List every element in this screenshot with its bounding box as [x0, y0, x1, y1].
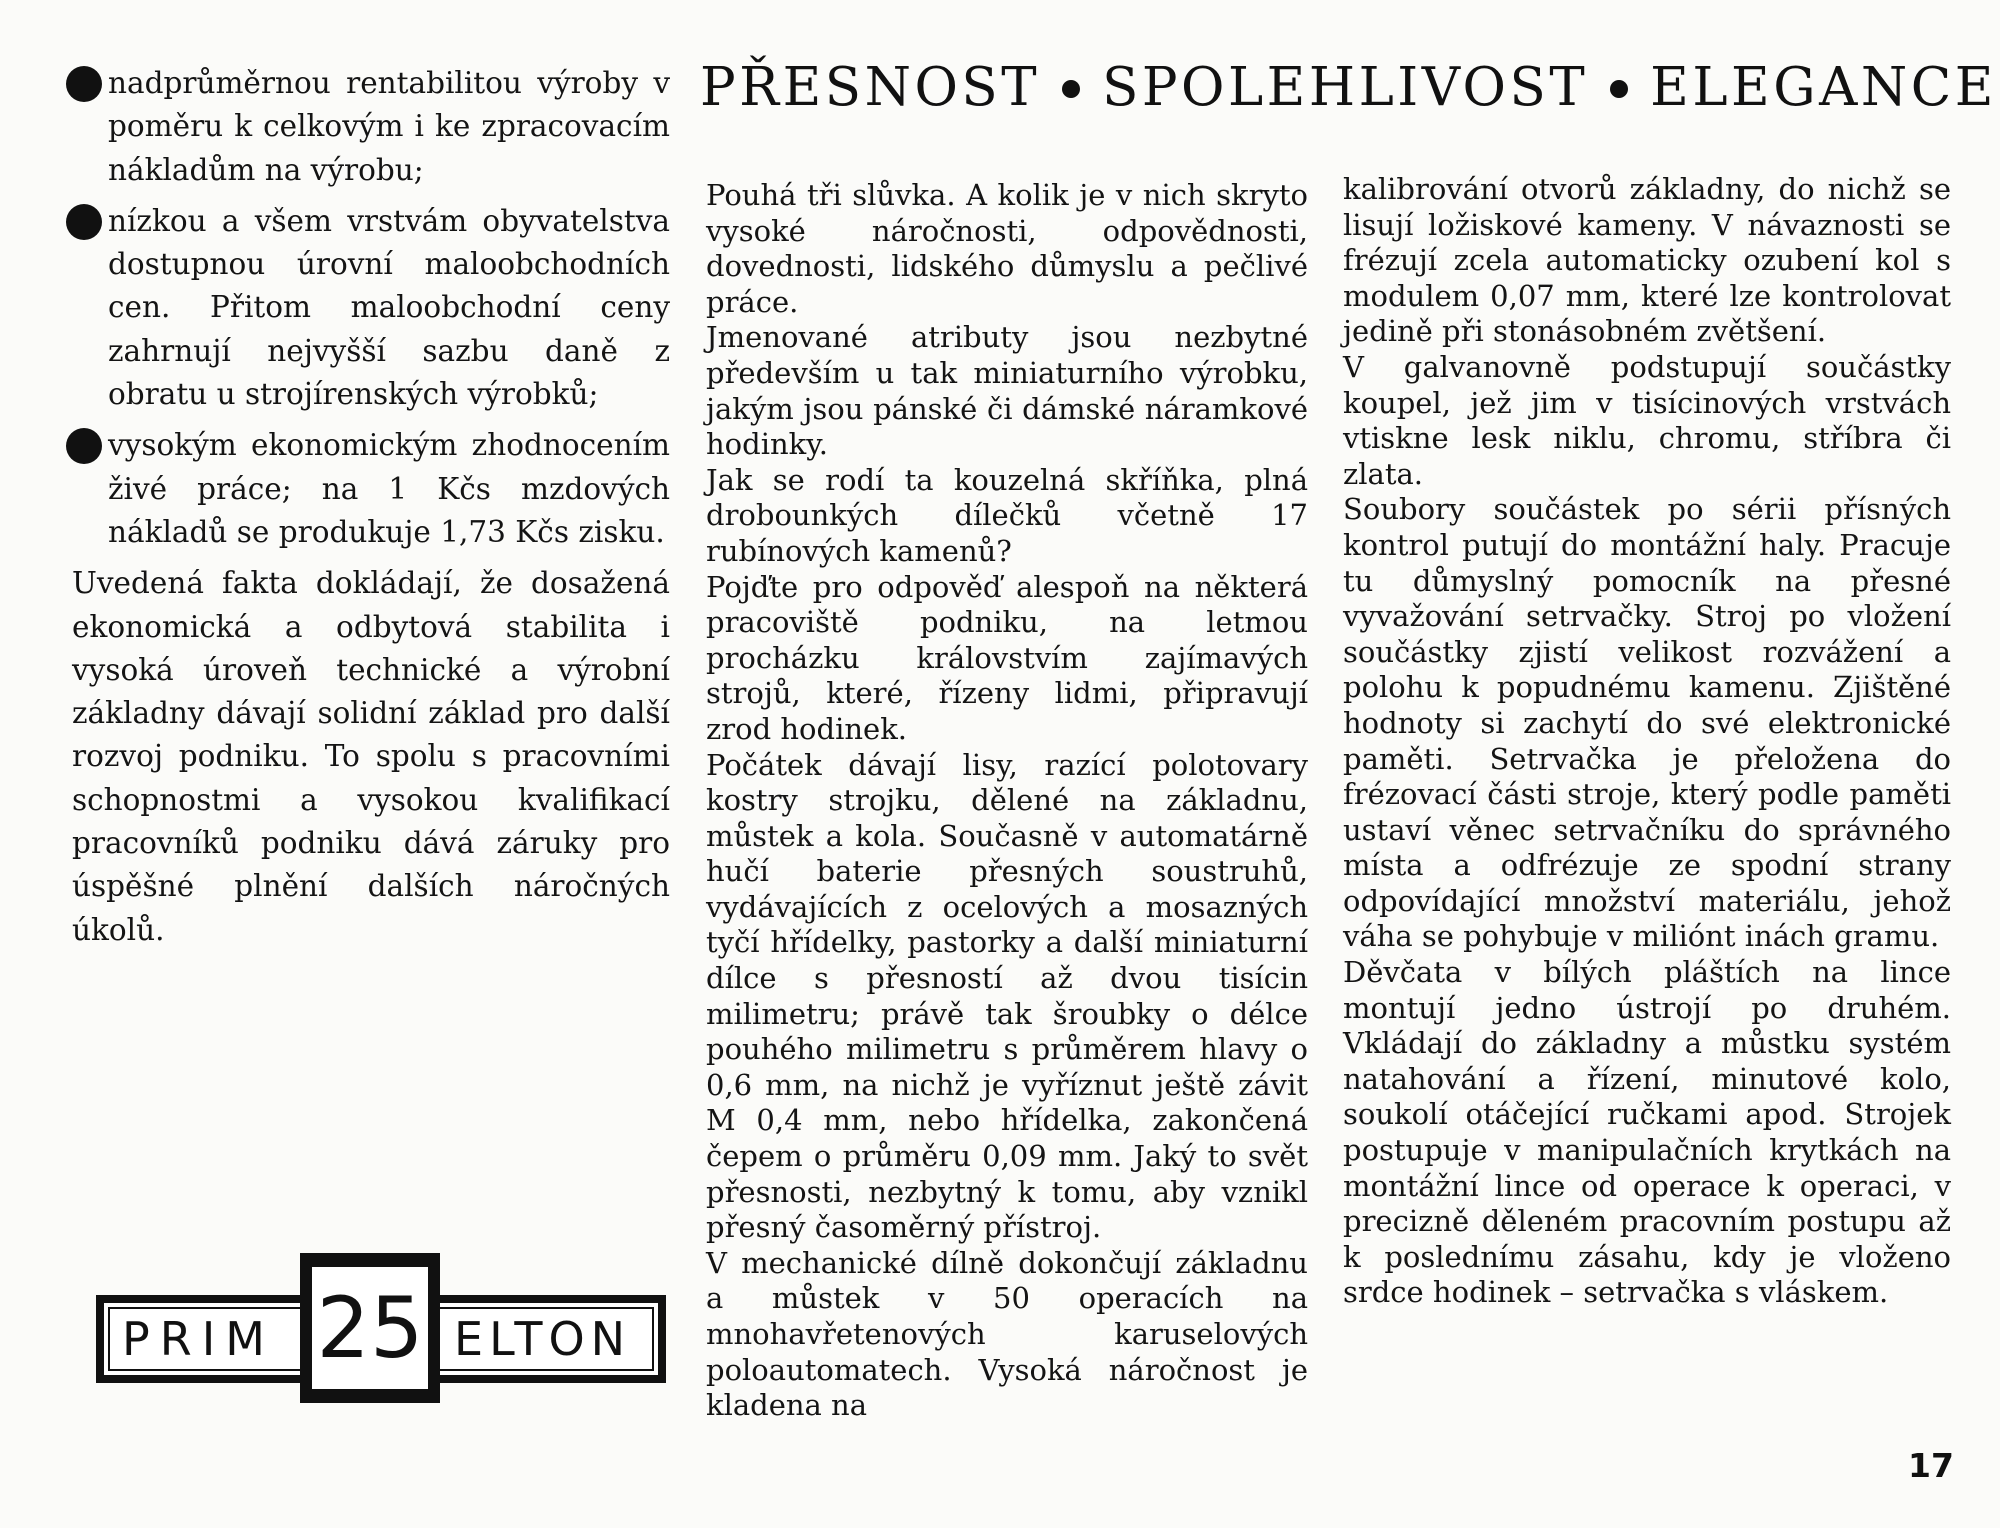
paragraph: kalibrování otvorů základny, do nichž se lisují ložiskové kameny. V návaznosti se frézují zcela automaticky ozubení kol s modulem 0,07 mm, které lze kontrolovat jedině při stonásobném zvětšení. [1343, 172, 1951, 349]
right-column [1343, 172, 1951, 1311]
paragraph: Jmenované atributy jsou nezbytné především u tak miniaturního výrobku, jakým jsou pánské či dámské náramkové hodinky. [706, 320, 1308, 462]
paragraph: Děvčata v bílých pláštích na lince montují jedno ústrojí po druhém. Vkládají do základny a můstku systém natahování a řízení, minutové kolo, soukolí otáčející ručkami apod. Strojek postupuje v manipulačních krytkách na montážní lince od operace k operaci, v precizně děleném pracovním postupu až k poslednímu zásahu, kdy je vloženo srdce hodinek – setrvačka s vláskem. [1343, 955, 1951, 1310]
left-paragraph: Uvedená fakta dokládají, že dosažená ekonomická a odbytová stabilita i vysoká úroveň technické a výrobní základny dávají solidní základ pro další rozvoj podniku. To spolu s pracovními schopnostmi a vysokou kvalifikací pracovníků podniku dává záruky pro úspěšné plnění dalších náročných úkolů. [72, 566, 670, 947]
logo-elton-text: ELTON [454, 1312, 632, 1366]
heading-word: PŘESNOST [700, 57, 1041, 118]
page-heading [700, 50, 1997, 126]
bullet-icon [66, 204, 102, 240]
paragraph: Jak se rodí ta kouzelná skříňka, plná drobounkých dílečků včetně 17 rubínových kamenů? [706, 462, 1308, 568]
bullet-icon [66, 66, 102, 102]
middle-column [706, 178, 1308, 1424]
paragraph: Počátek dávají lisy, razící polotovary kostry strojku, dělené na základnu, můstek a kola. Současně v automatárně hučí baterie přesných soustruhů, vydávajících z ocelových a mosazných tyčí hřídelky, pastorky a další miniaturní dílce s přesností až dvou tisícin milimetru; právě tak šroubky o délce pouhého milimetru s průměrem hlavy o 0,6 mm, na nichž je vyříznut ještě závit M 0,4 mm, nebo hřídelka, zakončená čepem o průměru 0,09 mm. Jaký to svět přesnosti, nezbytný k tomu, aby vznikl přesný časoměrný přístroj. [706, 747, 1308, 1245]
heading-dot-icon [1062, 80, 1080, 98]
paragraph: Pojďte pro odpověď alespoň na některá pracoviště podniku, na letmou procházku královstvím zajímavých strojů, které, řízeny lidmi, připravují zrod hodinek. [706, 569, 1308, 746]
prim-elton-logo [96, 1253, 666, 1403]
page-number: 17 [1908, 1446, 1954, 1485]
paragraph: V galvanovně podstupují součástky koupel, jež jim v tisícinových vrstvách vtiskne lesk niklu, chromu, stříbra či zlata. [1343, 349, 1951, 491]
bullet-text: nadprůměrnou rentabilitou výroby v poměru k celkovým i ke zpracovacím nákladům na výrobu; [108, 66, 670, 187]
paragraph: Pouhá tři slůvka. A kolik je v nich skryto vysoké náročnosti, odpovědnosti, dovednosti, lidského důmyslu a pečlivé práce. [706, 178, 1308, 319]
heading-word: ELEGANCE [1650, 57, 1997, 118]
heading-dot-icon [1610, 80, 1628, 98]
bullet-text: vysokým ekonomickým zhodnocením živé práce; na 1 Kčs mzdových nákladů se produkuje 1,73 Kčs zisku. [108, 428, 670, 549]
bullet-item [72, 62, 670, 192]
left-column [72, 62, 670, 952]
bullet-text: nízkou a všem vrstvám obyvatelstva dostupnou úrovní maloobchodních cen. Přitom maloobchodní ceny zahrnují nejvyšší sazbu daně z obratu u strojírenských výrobků; [108, 203, 670, 412]
paragraph: Soubory součástek po sérii přísných kontrol putují do montážní haly. Pracuje tu důmyslný pomocník na přesné vyvažování setrvačky. Stroj po vložení součástky zjistí velikost rozvážení a polohu k popudnému kamenu. Zjištěné hodnoty si zachytí do své elektronické paměti. Setrvačka je přeložena do frézovací části stroje, který podle paměti ustaví věnec setrvačníku do správného místa a odfrézuje ze spodní strany odpovídající množství materiálu, jehož váha se pohybuje v miliónt inách gramu. [1343, 492, 1951, 954]
bullet-icon [66, 428, 102, 464]
bullet-item [72, 424, 670, 554]
heading-word: SPOLEHLIVOST [1102, 57, 1589, 118]
bullet-item [72, 200, 670, 416]
logo-prim-text: PRIM [122, 1312, 275, 1366]
logo-number: 25 [316, 1279, 424, 1377]
paragraph: V mechanické dílně dokončují základnu a můstek v 50 operacích na mnohavřetenových karuselových poloautomatech. Vysoká náročnost je kladena na [706, 1245, 1308, 1423]
